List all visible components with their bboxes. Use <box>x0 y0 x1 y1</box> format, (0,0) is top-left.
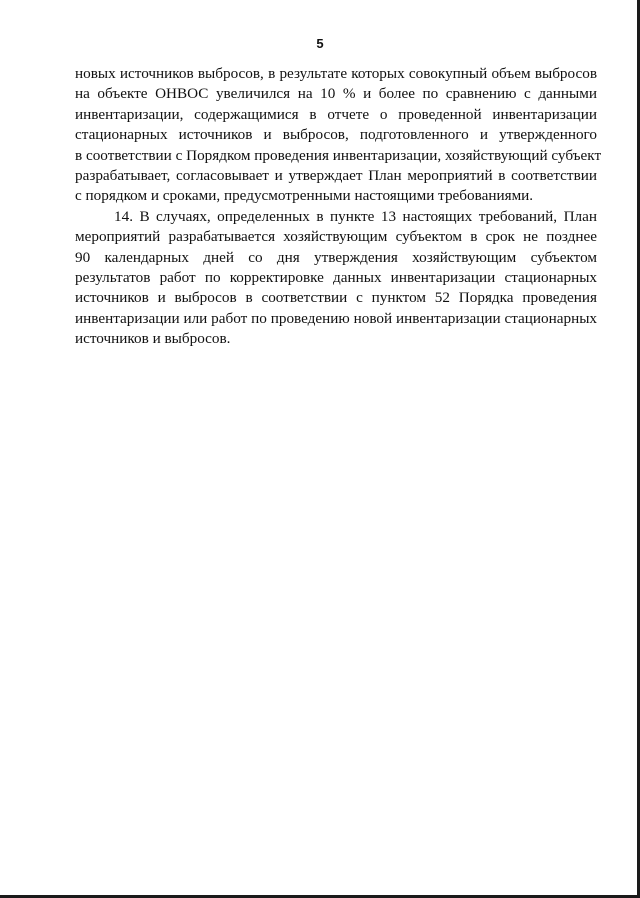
text-line: 90 календарных дней со дня утверждения хозяйствующим субъектом <box>75 248 597 266</box>
paragraph-item-14 <box>75 207 597 350</box>
text-line: разрабатывает, согласовывает и утверждает План мероприятий в соответствии <box>75 166 597 184</box>
paragraph-continuation <box>75 64 602 207</box>
text-line: в соответствии с Порядком проведения инвентаризации, хозяйствующий субъект <box>75 146 602 164</box>
text-line: источников и выбросов в соответствии с пунктом 52 Порядка проведения <box>75 289 597 307</box>
text-line: 14. В случаях, определенных в пункте 13 настоящих требований, План <box>114 207 597 225</box>
text-line: инвентаризации или работ по проведению новой инвентаризации стационарных <box>75 309 597 327</box>
text-line: на объекте ОНВОС увеличился на 10 % и более по сравнению с данными <box>75 85 597 103</box>
text-line: стационарных источников и выбросов, подготовленного и утвержденного <box>75 126 597 144</box>
text-line: новых источников выбросов, в результате которых совокупный объем выбросов <box>75 65 597 82</box>
text-line: источников и выбросов. <box>75 330 231 348</box>
text-line: с порядком и сроками, предусмотренными настоящими требованиями. <box>75 187 534 205</box>
document-body <box>75 64 602 349</box>
text-line: мероприятий разрабатывается хозяйствующим субъектом в срок не позднее <box>75 228 597 246</box>
text-line: инвентаризации, содержащимися в отчете о проведенной инвентаризации <box>75 105 597 123</box>
page-number: 5 <box>316 36 324 51</box>
text-line: результатов работ по корректировке данных инвентаризации стационарных <box>75 268 597 286</box>
